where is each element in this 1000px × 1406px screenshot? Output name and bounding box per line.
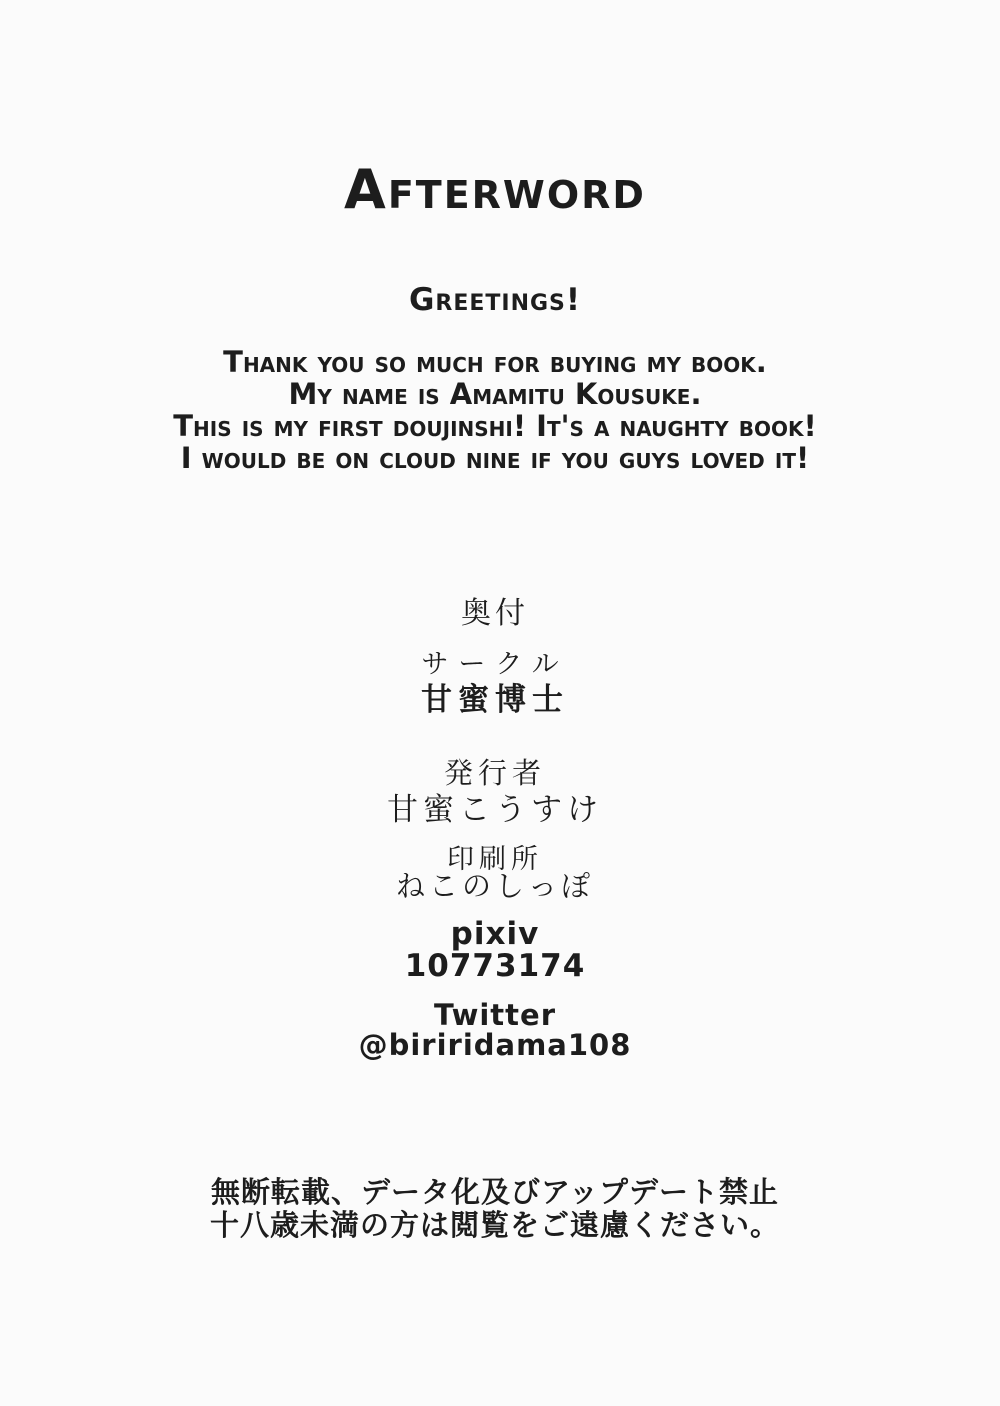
printer-label: 印刷所 <box>447 844 543 875</box>
twitter-label: Twitter <box>433 998 557 1032</box>
message-line: This is my first doujinshi! It's a naughty book! <box>173 409 817 443</box>
publisher-name: 甘蜜こうすけ <box>387 792 603 828</box>
disclaimer-line: 十八歳未満の方は閲覧をご遠慮ください。 <box>209 1208 780 1242</box>
pixiv-label: pixiv <box>450 916 540 952</box>
circle-label: サークル <box>421 649 569 680</box>
pixiv-id: 10773174 <box>404 948 586 984</box>
page-title: Afterword <box>344 158 646 221</box>
message-line: I would be on cloud nine if you guys loved it! <box>180 441 810 475</box>
message-line: Thank you so much for buying my book. <box>223 345 767 379</box>
twitter-handle: @biriridama108 <box>358 1028 632 1062</box>
publisher-label: 発行者 <box>443 756 546 790</box>
message-line: My name is Amamitu Kousuke. <box>288 377 702 411</box>
printer-name: ねこのしっぽ <box>395 869 594 903</box>
disclaimer-block <box>0 1176 990 1242</box>
greeting-text: Greetings! <box>408 282 582 318</box>
colophon-heading: 奥付 <box>461 596 529 631</box>
circle-name: 甘蜜博士 <box>421 682 569 718</box>
disclaimer-line: 無断転載、データ化及びアップデート禁止 <box>211 1175 779 1209</box>
message-block <box>0 346 990 474</box>
